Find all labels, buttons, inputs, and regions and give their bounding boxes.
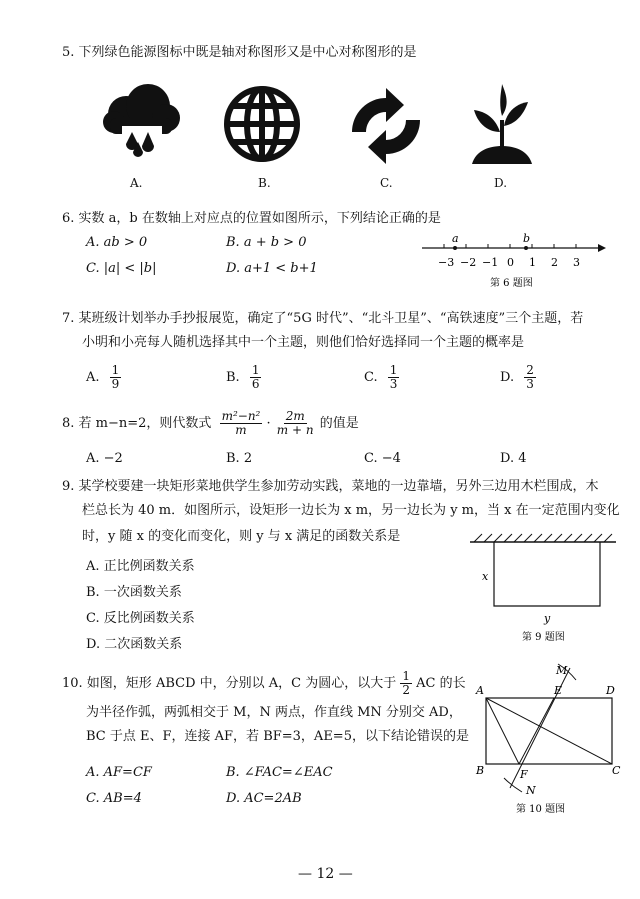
q9-label-x: x bbox=[482, 570, 489, 583]
q6-tick-m2: −2 bbox=[460, 256, 477, 269]
q6-point-b bbox=[524, 246, 528, 250]
q6-point-a bbox=[453, 246, 457, 250]
q6-tick-1: 1 bbox=[529, 256, 536, 269]
q10-line1b: AC 的长 bbox=[416, 676, 466, 691]
q7-option-a-label: A. bbox=[86, 370, 100, 385]
q7-d-num: 2 bbox=[526, 363, 534, 377]
q10-label-b: B bbox=[476, 764, 485, 777]
q9-label-y: y bbox=[544, 612, 551, 625]
q6-option-c[interactable]: C. |a| < |b| bbox=[86, 261, 157, 276]
q10-frac-num: 1 bbox=[402, 669, 411, 683]
q7-stem-line2: 小明和小亮每人随机选择其中一个主题，则他们恰好选择同一个主题的概率是 bbox=[82, 335, 525, 350]
recycle-arrows-icon bbox=[340, 84, 432, 168]
q7-c-den: 3 bbox=[389, 377, 398, 391]
q5-stem: 5. 下列绿色能源图标中既是轴对称图形又是中心对称图形的是 bbox=[62, 45, 417, 60]
q7-a-den: 9 bbox=[111, 377, 120, 391]
cloud-rain-icon bbox=[96, 80, 186, 165]
q6-label-b: b bbox=[523, 232, 531, 245]
q10-label-m: M bbox=[556, 664, 568, 677]
q6-caption: 第 6 题图 bbox=[490, 278, 533, 289]
q9-option-a[interactable]: A. 正比例函数关系 bbox=[86, 559, 195, 574]
q8-option-a[interactable]: A. −2 bbox=[86, 451, 123, 466]
q9-figure bbox=[466, 530, 620, 648]
q5-option-d[interactable]: D. bbox=[494, 176, 508, 190]
q10-option-d[interactable]: D. AC=2AB bbox=[226, 791, 302, 806]
q10-label-e: E bbox=[554, 684, 563, 697]
q7-stem-line1: 7. 某班级计划举办手抄报展览，确定了“5G 时代”、“北斗卫星”、“高铁速度”三个主题，若 bbox=[62, 311, 584, 326]
q6-label-a: a bbox=[452, 232, 459, 245]
q10-option-b[interactable]: B. ∠FAC=∠EAC bbox=[226, 765, 333, 780]
q8-prefix: 8. 若 m−n=2，则代数式 bbox=[62, 416, 212, 431]
q10-segment-af bbox=[486, 698, 519, 764]
q7-option-b-label: B. bbox=[226, 370, 240, 385]
q6-tick-3: 3 bbox=[573, 256, 580, 269]
q10-stem-line3: BC 于点 E、F，连接 AF，若 BF=3，AE=5，以下结论错误的是 bbox=[86, 729, 469, 744]
q5-option-c[interactable]: C. bbox=[380, 176, 393, 190]
page-number: — 12 — bbox=[298, 866, 353, 882]
q6-tick-0: 0 bbox=[507, 256, 514, 269]
q8-frac2-den: m + n bbox=[276, 423, 314, 437]
q10-option-a[interactable]: A. AF=CF bbox=[86, 765, 152, 780]
seedling-icon bbox=[462, 80, 542, 166]
q10-option-c[interactable]: C. AB=4 bbox=[86, 791, 142, 806]
q9-caption: 第 9 题图 bbox=[522, 632, 565, 643]
q9-fence bbox=[494, 542, 600, 606]
q10-stem-line2: 为半径作弧，两弧相交于 M，N 两点，作直线 MN 分别交 AD， bbox=[86, 705, 462, 720]
q6-number-line bbox=[418, 232, 608, 292]
q8-frac1-num: m²−n² bbox=[221, 409, 261, 423]
q6-option-d[interactable]: D. a+1 < b+1 bbox=[226, 261, 318, 276]
q7-b-den: 6 bbox=[251, 377, 260, 391]
q6-tick-2: 2 bbox=[551, 256, 558, 269]
q10-figure bbox=[470, 660, 630, 820]
q9-option-d[interactable]: D. 二次函数关系 bbox=[86, 637, 183, 652]
q8-stem: 8. 若 m−n=2，则代数式 $\frac{\text{m²−n²}}{m}$ · $\frac{2m}{m + n}$ 的值是 bbox=[62, 409, 359, 437]
q9-stem-line1: 9. 某学校要建一块矩形菜地供学生参加劳动实践，菜地的一边靠墙，另外三边用木栏围成，木 bbox=[62, 479, 599, 494]
q9-stem-line3: 时，y 随 x 的变化而变化，则 y 与 x 满足的函数关系是 bbox=[82, 529, 401, 544]
q7-option-c-label: C. bbox=[364, 370, 378, 385]
q6-option-b[interactable]: B. a + b > 0 bbox=[226, 235, 307, 250]
q10-label-f: F bbox=[520, 768, 528, 781]
q10-label-d: D bbox=[606, 684, 615, 697]
q7-a-num: 1 bbox=[111, 363, 120, 377]
q10-label-n: N bbox=[526, 784, 536, 797]
q10-label-a: A bbox=[476, 684, 484, 697]
q8-option-b[interactable]: B. 2 bbox=[226, 451, 253, 466]
q10-line1a: 10. 如图，矩形 ABCD 中，分别以 A，C 为圆心，以大于 bbox=[62, 676, 397, 691]
q7-option-d[interactable] bbox=[500, 364, 536, 391]
q7-option-c[interactable] bbox=[364, 364, 399, 391]
q7-option-a[interactable] bbox=[86, 364, 121, 391]
q6-tick-m3: −3 bbox=[438, 256, 455, 269]
globe-icon bbox=[222, 84, 302, 164]
q5-option-a[interactable]: A. bbox=[130, 176, 143, 190]
q10-stem-line1 bbox=[62, 670, 466, 697]
q7-c-num: 1 bbox=[389, 363, 398, 377]
q8-frac2-num: 2m bbox=[285, 409, 305, 423]
q6-stem: 6. 实数 a，b 在数轴上对应点的位置如图所示，下列结论正确的是 bbox=[62, 211, 441, 226]
q6-option-a[interactable]: A. ab > 0 bbox=[86, 235, 148, 250]
q7-option-d-label: D. bbox=[500, 370, 515, 385]
q10-caption: 第 10 题图 bbox=[516, 804, 566, 815]
q8-option-d[interactable]: D. 4 bbox=[500, 451, 527, 466]
q8-option-c[interactable]: C. −4 bbox=[364, 451, 401, 466]
q7-option-b[interactable] bbox=[226, 364, 261, 391]
q7-b-num: 1 bbox=[251, 363, 260, 377]
q8-frac1-den: m bbox=[235, 423, 247, 437]
q9-option-b[interactable]: B. 一次函数关系 bbox=[86, 585, 182, 600]
q10-frac-den: 2 bbox=[402, 683, 411, 697]
q7-d-den: 3 bbox=[526, 377, 534, 391]
q9-option-c[interactable]: C. 反比例函数关系 bbox=[86, 611, 195, 626]
q9-stem-line2: 栏总长为 40 m．如图所示，设矩形一边长为 x m，另一边长为 y m，当 x 在一定范围内变化 bbox=[82, 503, 620, 518]
q5-option-b[interactable]: B. bbox=[258, 176, 271, 190]
q10-label-c: C bbox=[612, 764, 621, 777]
q6-tick-m1: −1 bbox=[482, 256, 499, 269]
q8-suffix: 的值是 bbox=[319, 416, 359, 431]
